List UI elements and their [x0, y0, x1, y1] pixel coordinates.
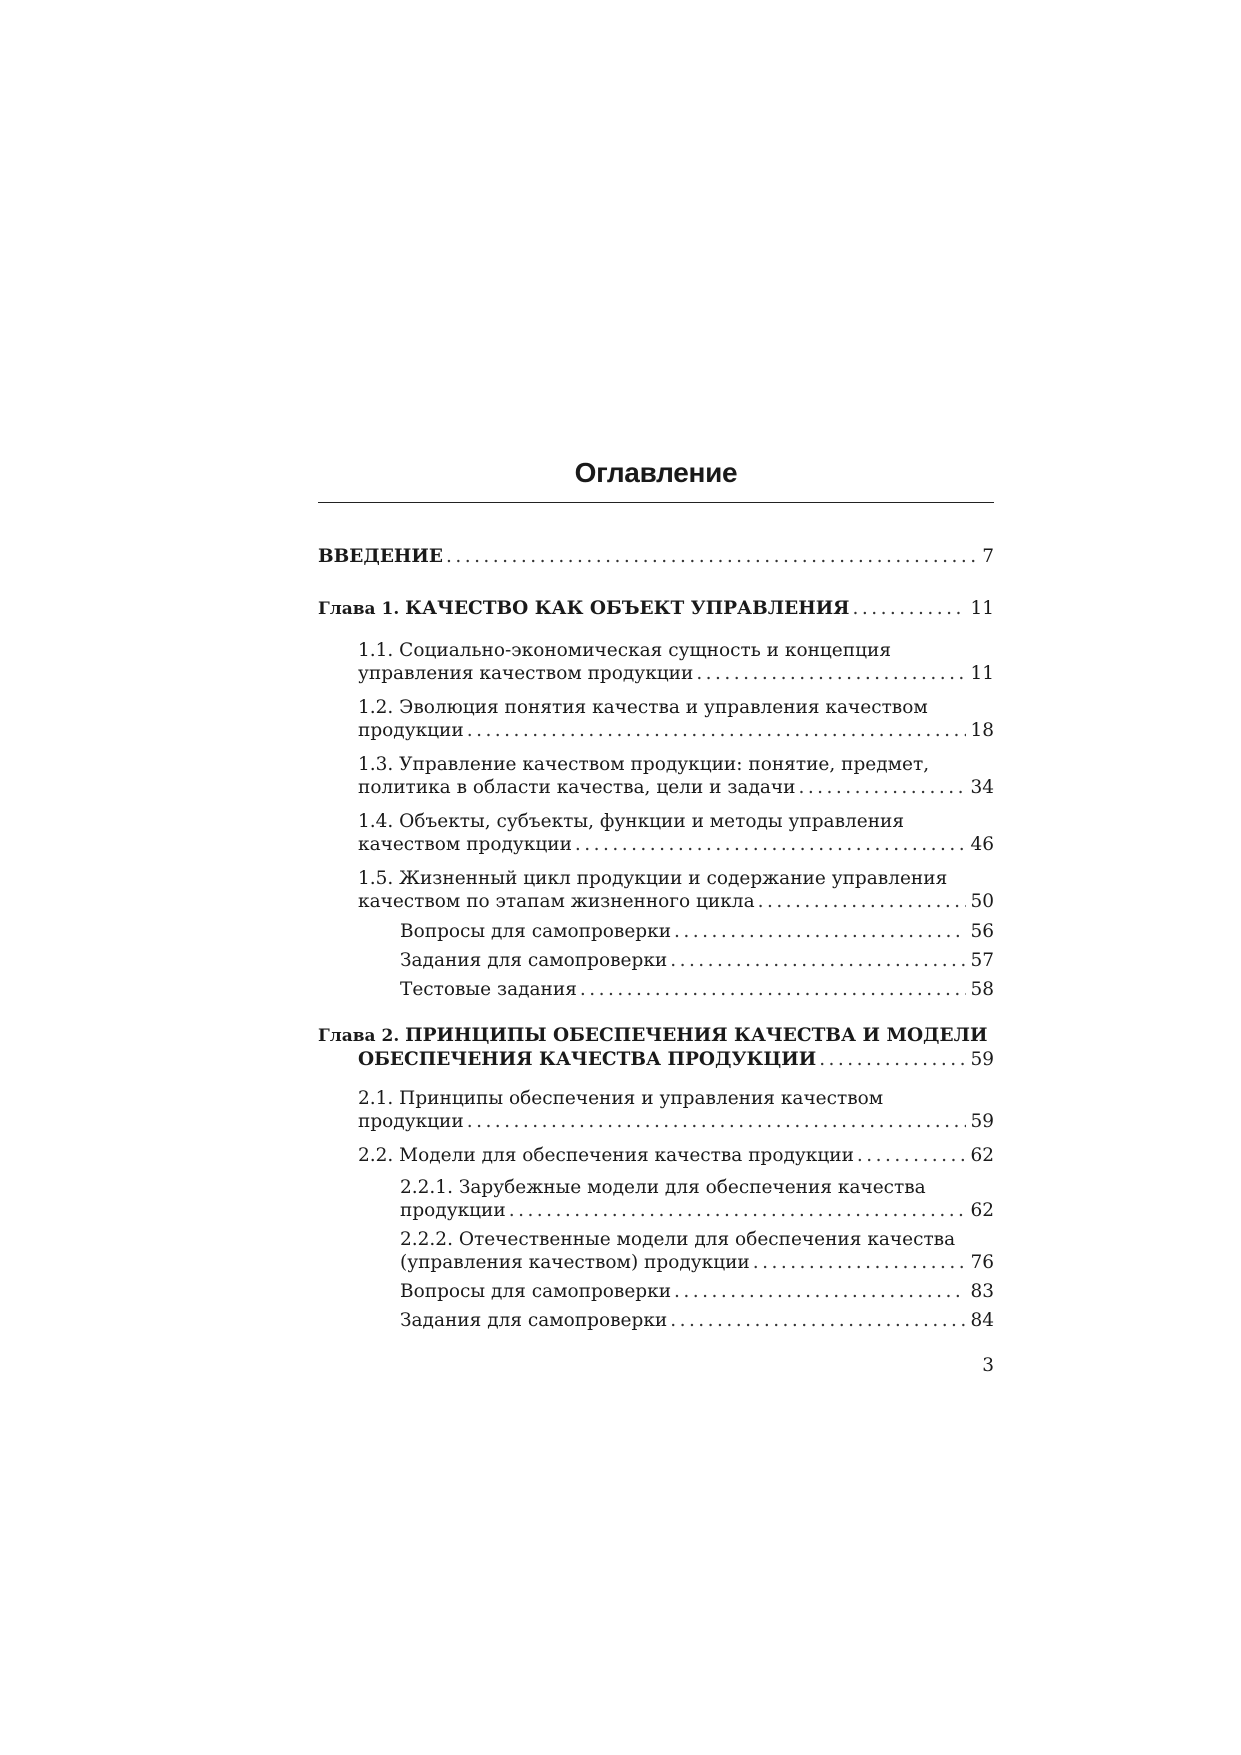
toc-entry-label: ОБЕСПЕЧЕНИЯ КАЧЕСТВА ПРОДУКЦИИ — [358, 1049, 817, 1070]
dot-leader — [580, 978, 967, 1001]
toc-entry-page: 57 — [970, 950, 994, 971]
toc-entry-label: управления качеством продукции — [358, 663, 694, 684]
dot-leader — [467, 719, 967, 742]
toc-entry-label: политика в области качества, цели и задачи — [358, 777, 796, 798]
toc-entry-page: 59 — [970, 1049, 994, 1070]
toc-entry-title-line: 1.1. Социально-экономическая сущность и концепция — [358, 640, 891, 661]
toc-entry-label: Вопросы для самопроверки — [400, 1281, 672, 1302]
toc-entry-review-tasks-2[interactable] — [400, 1309, 994, 1332]
toc-entry-page: 83 — [970, 1281, 994, 1302]
toc-entry-1-2[interactable] — [358, 696, 994, 742]
dot-leader — [467, 1110, 967, 1133]
toc-entry-title-line: 1.4. Объекты, субъекты, функции и методы управления — [358, 811, 905, 832]
toc-entry-label: продукции — [358, 1111, 464, 1132]
dot-leader — [674, 920, 966, 943]
toc-entry-introduction[interactable] — [318, 545, 994, 568]
toc-entry-page: 59 — [970, 1111, 994, 1132]
toc-entry-label: Вопросы для самопроверки — [400, 921, 672, 942]
toc-entry-label: качеством продукции — [358, 834, 572, 855]
toc-entry-1-4[interactable] — [358, 810, 994, 856]
toc-entry-title-line: 2.2.1. Зарубежные модели для обеспечения качества — [400, 1177, 926, 1198]
page-title: Оглавление — [574, 457, 738, 488]
dot-leader — [509, 1199, 967, 1222]
toc-entry-1-5[interactable] — [358, 867, 994, 913]
page-number: 3 — [982, 1355, 994, 1376]
toc-entry-page: 7 — [982, 546, 994, 567]
toc-entry-page: 84 — [970, 1310, 994, 1331]
dot-leader — [670, 1309, 966, 1332]
toc-entry-page: 18 — [970, 720, 994, 741]
toc-entry-page: 76 — [970, 1252, 994, 1273]
toc-entry-page: 46 — [970, 834, 994, 855]
toc-entry-label: КАЧЕСТВО КАК ОБЪЕКТ УПРАВЛЕНИЯ — [405, 598, 850, 619]
toc-entry-page: 62 — [970, 1145, 994, 1166]
dot-leader — [670, 949, 966, 972]
chapter-prefix: Глава 1. — [318, 599, 406, 619]
toc-entry-chapter-2[interactable] — [318, 1024, 994, 1071]
dot-leader — [852, 597, 966, 620]
toc-entry-label: Задания для самопроверки — [400, 1310, 668, 1331]
toc-entry-page: 11 — [970, 598, 994, 619]
toc-entry-1-3[interactable] — [358, 753, 994, 799]
toc-entry-label: продукции — [358, 720, 464, 741]
toc-entry-page: 56 — [970, 921, 994, 942]
chapter-prefix: Глава 2. — [318, 1026, 406, 1046]
toc-entry-2-2-2[interactable] — [400, 1228, 994, 1274]
toc-entry-label: продукции — [400, 1200, 506, 1221]
toc-entry-2-2-1[interactable] — [400, 1176, 994, 1222]
toc-entry-title-line: 2.2.2. Отечественные модели для обеспечения качества — [400, 1229, 956, 1250]
toc-entry-label: 2.2. Модели для обеспечения качества продукции — [358, 1145, 854, 1166]
toc-entry-page: 34 — [970, 777, 994, 798]
toc-entry-2-1[interactable] — [358, 1087, 994, 1133]
toc-entry-title-line: 1.3. Управление качеством продукции: понятие, предмет, — [358, 754, 930, 775]
toc-entry-title-line: 1.5. Жизненный цикл продукции и содержание управления — [358, 868, 948, 889]
dot-leader — [446, 545, 978, 568]
toc-entry-page: 62 — [970, 1200, 994, 1221]
toc-entry-review-tasks-1[interactable] — [400, 949, 994, 972]
dot-leader — [857, 1144, 967, 1167]
toc-entry-2-2[interactable] — [358, 1144, 994, 1167]
toc-entry-page: 50 — [970, 891, 994, 912]
toc-entry-review-questions-1[interactable] — [400, 920, 994, 943]
toc-entry-title-line: 2.1. Принципы обеспечения и управления качеством — [358, 1088, 884, 1109]
toc-entry-label: (управления качеством) продукции — [400, 1252, 750, 1273]
toc-entry-chapter-1[interactable] — [318, 597, 994, 621]
dot-leader — [819, 1048, 966, 1071]
toc-entry-label: Задания для самопроверки — [400, 950, 668, 971]
dot-leader — [696, 662, 966, 685]
dot-leader — [798, 776, 966, 799]
dot-leader — [758, 890, 967, 913]
toc-entry-label: Тестовые задания — [400, 979, 577, 1000]
toc-entry-1-1[interactable] — [358, 639, 994, 685]
dot-leader — [674, 1280, 966, 1303]
toc-entry-page: 58 — [970, 979, 994, 1000]
toc-entry-title-line: ПРИНЦИПЫ ОБЕСПЕЧЕНИЯ КАЧЕСТВА И МОДЕЛИ — [405, 1025, 988, 1046]
toc-entry-page: 11 — [970, 663, 994, 684]
toc-entry-label: качеством по этапам жизненного цикла — [358, 891, 755, 912]
toc-entry-label: ВВЕДЕНИЕ — [318, 546, 443, 567]
toc-entry-title-line: 1.2. Эволюция понятия качества и управления качеством — [358, 697, 928, 718]
dot-leader — [575, 833, 967, 856]
toc-entry-review-questions-2[interactable] — [400, 1280, 994, 1303]
table-of-contents — [318, 0, 994, 1755]
toc-entry-tests-1[interactable] — [400, 978, 994, 1001]
dot-leader — [753, 1251, 967, 1274]
